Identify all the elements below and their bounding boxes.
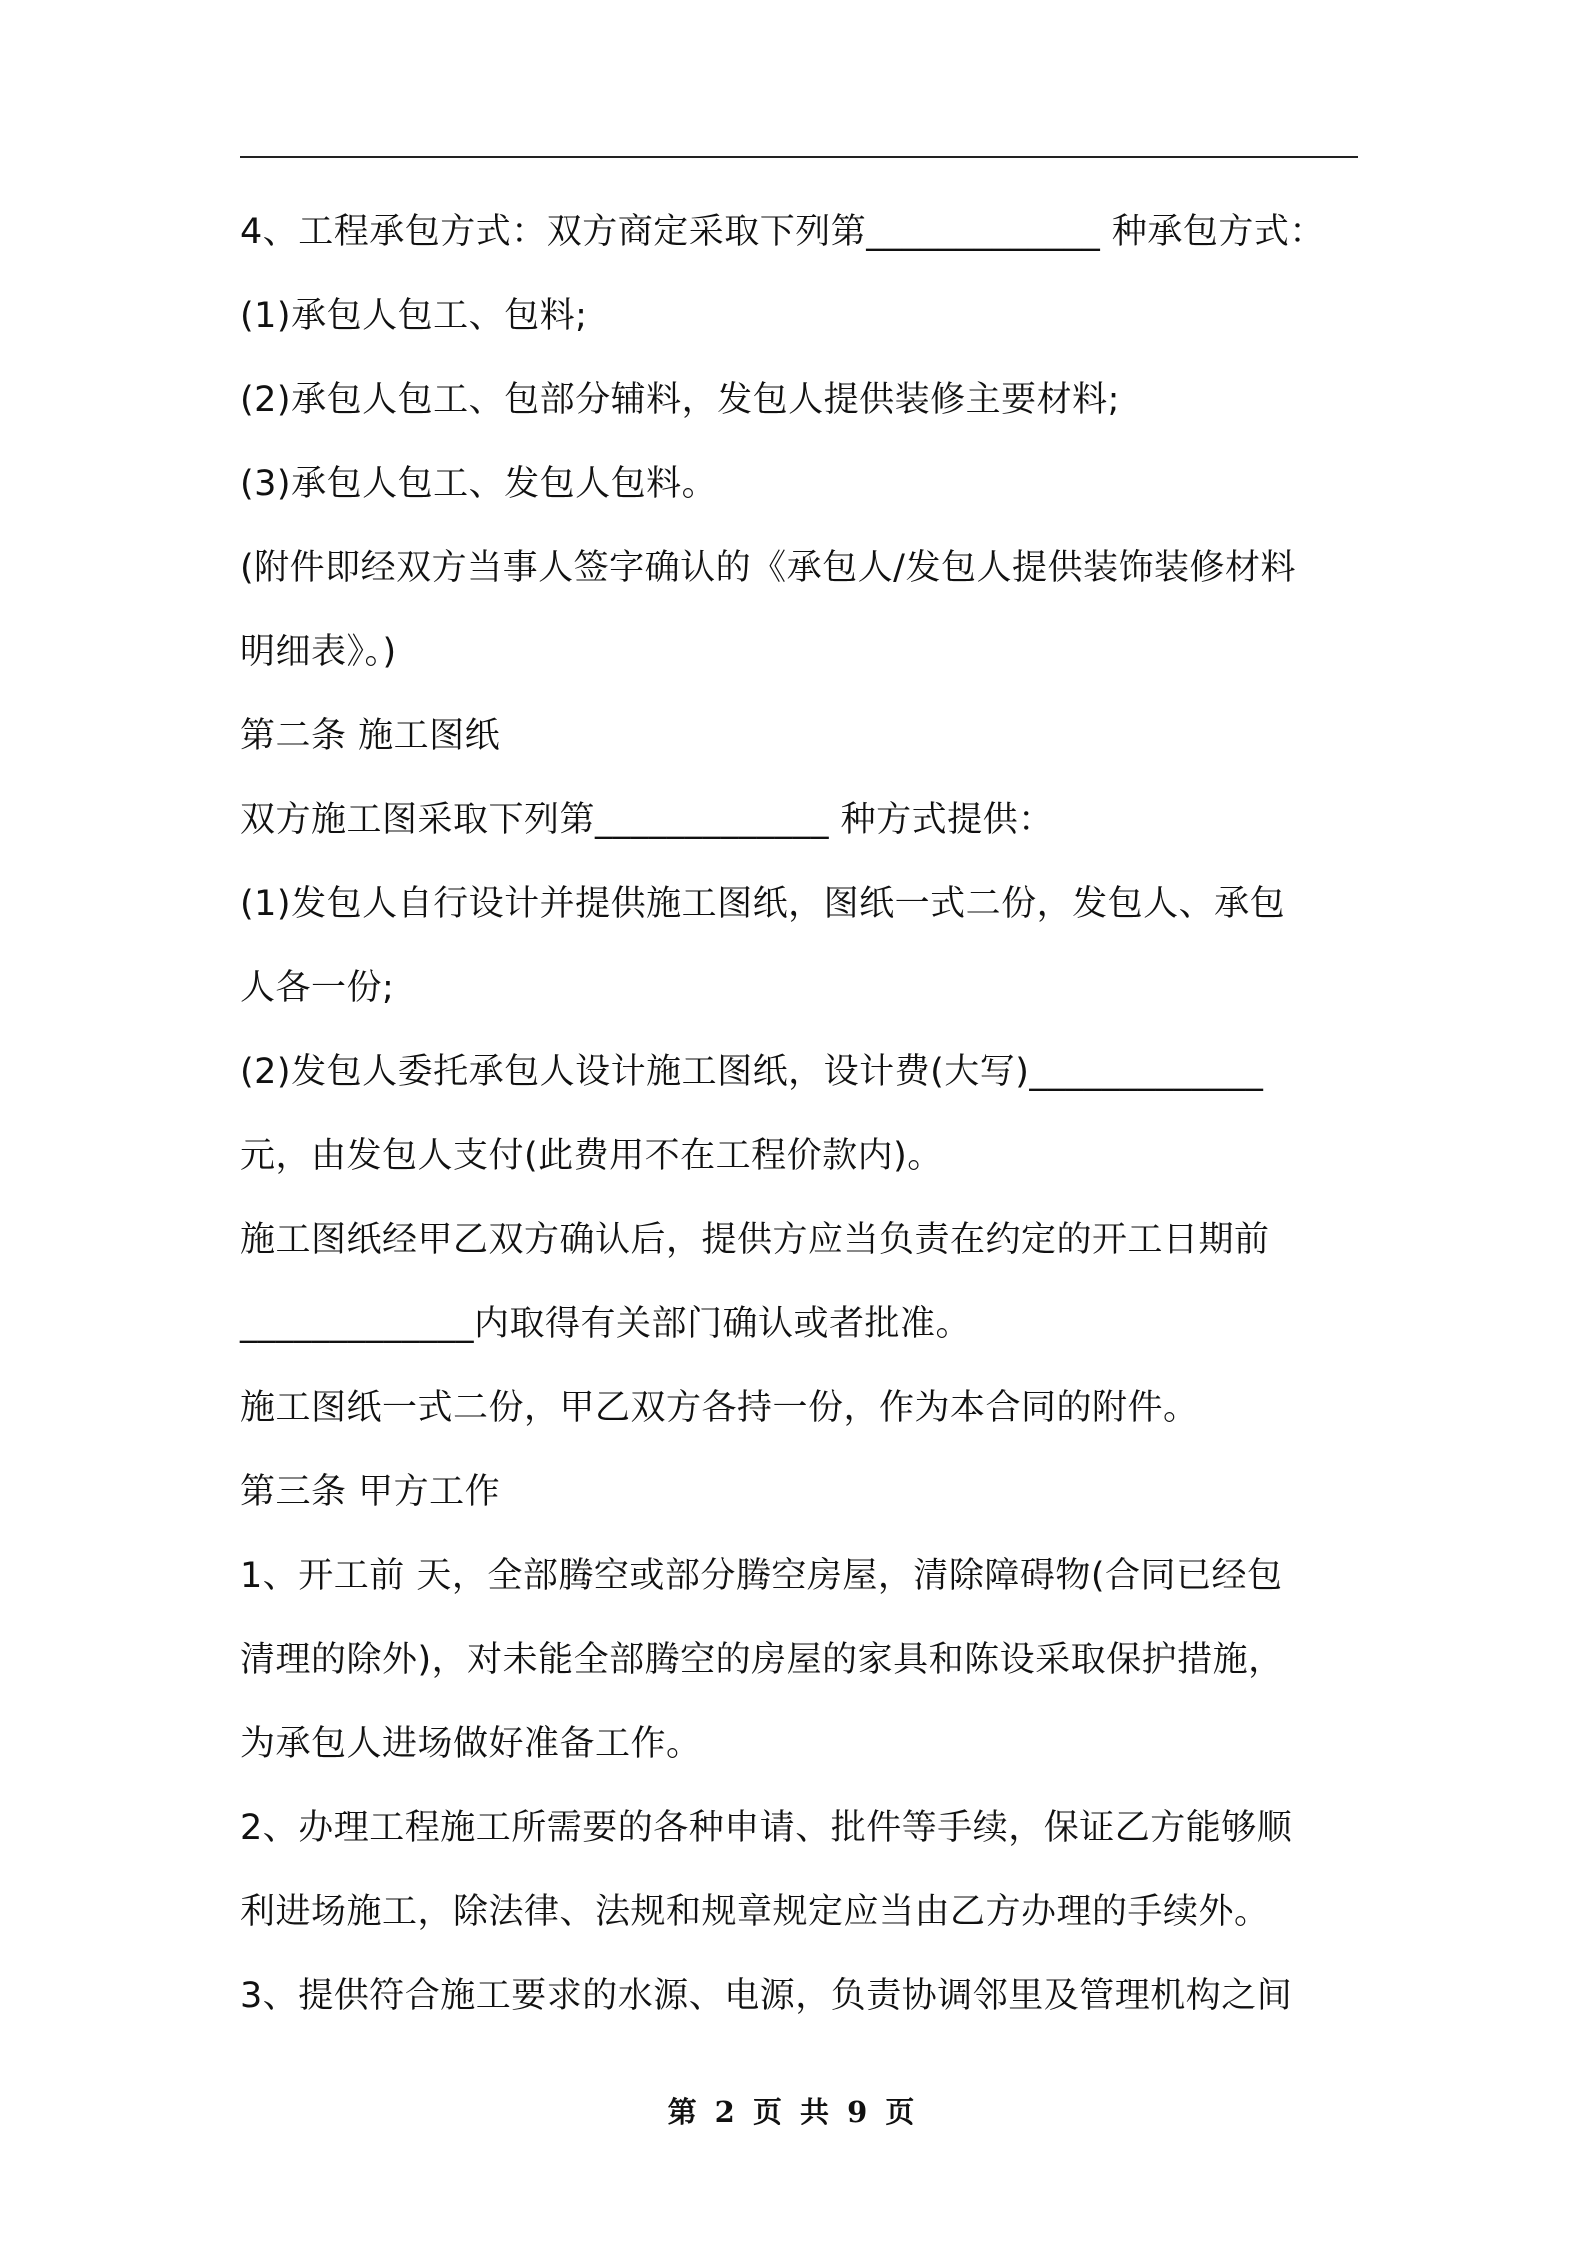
text-line: (1)承包人包工、包料; [240, 296, 588, 336]
text-line: (2)发包人委托承包人设计施工图纸，设计费(大写)_____________ [240, 1052, 1264, 1092]
section-heading: 第三条 甲方工作 [240, 1472, 501, 1512]
text-line: 施工图纸经甲乙双方确认后，提供方应当负责在约定的开工日期前 [240, 1220, 1270, 1260]
text-line: 清理的除外)，对未能全部腾空的房屋的家具和陈设采取保护措施， [240, 1640, 1284, 1680]
text-line: 人各一份; [240, 968, 395, 1008]
text-line: (3)承包人包工、发包人包料。 [240, 464, 718, 504]
header-divider [240, 156, 1358, 158]
text-line: (附件即经双方当事人签字确认的《承包人/发包人提供装饰装修材料 [240, 548, 1296, 588]
text-line: 双方施工图采取下列第_____________ 种方式提供： [240, 800, 1054, 840]
section-heading: 第二条 施工图纸 [240, 716, 501, 756]
text-line: 利进场施工，除法律、法规和规章规定应当由乙方办理的手续外。 [240, 1892, 1270, 1932]
text-line: _____________内取得有关部门确认或者批准。 [240, 1304, 972, 1344]
text-line: 元，由发包人支付(此费用不在工程价款内)。 [240, 1136, 943, 1176]
text-line: (2)承包人包工、包部分辅料，发包人提供装修主要材料; [240, 380, 1120, 420]
text-line: 3、提供符合施工要求的水源、电源，负责协调邻里及管理机构之间 [240, 1976, 1293, 2016]
page-number: 第 2 页 共 9 页 [667, 2095, 919, 2129]
text-line: 2、办理工程施工所需要的各种申请、批件等手续，保证乙方能够顺 [240, 1808, 1293, 1848]
document-body [240, 190, 1370, 2038]
text-line: 1、开工前 天，全部腾空或部分腾空房屋，清除障碍物(合同已经包 [240, 1556, 1283, 1596]
text-line: 为承包人进场做好准备工作。 [240, 1724, 702, 1764]
text-line: (1)发包人自行设计并提供施工图纸，图纸一式二份，发包人、承包 [240, 884, 1286, 924]
text-line: 明细表》。) [240, 632, 397, 672]
text-line: 4、工程承包方式：双方商定采取下列第_____________ 种承包方式： [240, 212, 1325, 252]
text-line: 施工图纸一式二份，甲乙双方各持一份，作为本合同的附件。 [240, 1388, 1199, 1428]
